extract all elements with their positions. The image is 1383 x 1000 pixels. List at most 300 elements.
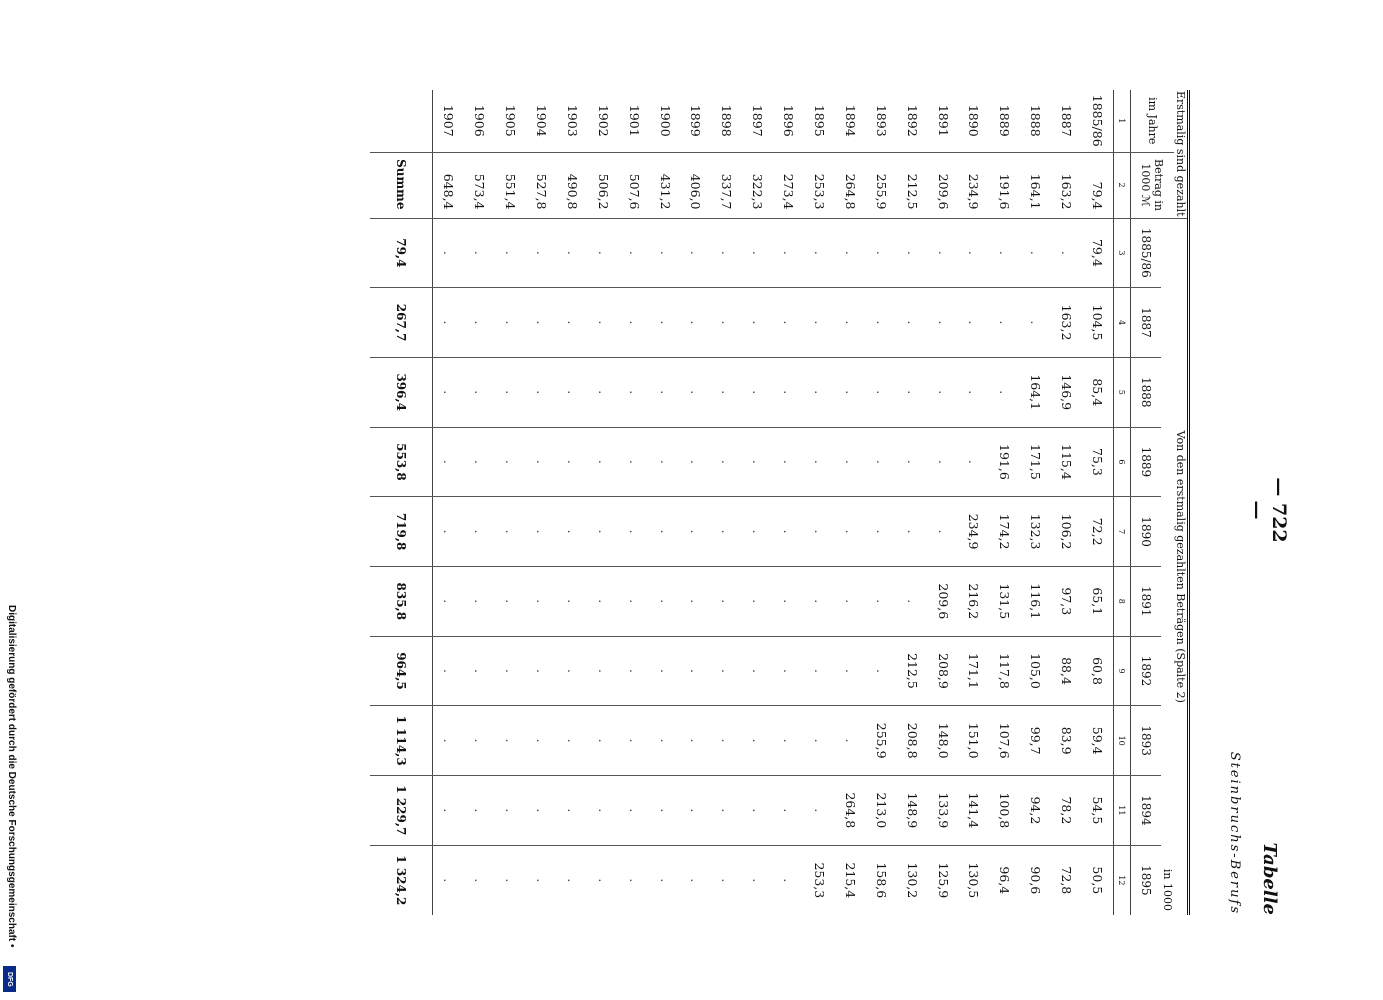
table-cell: . [657,878,673,883]
column-number: 6 [1114,427,1131,497]
table-cell: . [650,636,681,706]
table-cell: 212,5 [897,636,928,706]
row-amount: 507,6 [619,152,650,218]
table-cell: 83,9 [1051,706,1082,776]
table-cell: . [588,357,619,427]
table-cell: 88,4 [1051,636,1082,706]
table-cell: 79,4 [1082,218,1113,288]
table-cell: . [433,776,464,846]
sum-cell: 267,7 [370,288,433,358]
table-cell: . [711,706,742,776]
table-cell: 141,4 [959,776,990,846]
table-cell: 253,3 [812,862,828,899]
table-cell: . [928,357,959,427]
table-cell: . [495,636,526,706]
row-year: 1890 [959,90,990,152]
table-cell: . [619,218,650,288]
table-row [1051,90,1082,915]
table-cell: . [619,636,650,706]
table-cell: . [526,566,557,636]
scan-credit [0,0,22,1000]
table-cell: . [472,878,488,883]
row-amount: 209,6 [928,152,959,218]
table-cell: . [495,706,526,776]
year-header: 1893 [1131,706,1162,776]
table-cell: . [588,497,619,567]
table-cell: . [742,636,773,706]
column-number: 7 [1114,497,1131,567]
column-number: 11 [1114,776,1131,846]
year-header: 1891 [1131,566,1162,636]
year-header: 1885/86 [1131,218,1162,288]
table-cell: . [804,218,835,288]
table-cell: . [464,357,495,427]
table-cell: . [526,427,557,497]
row-amount: 212,5 [897,152,928,218]
table-cell: 255,9 [866,706,897,776]
table-cell: . [557,357,588,427]
table-cell: 125,9 [935,862,951,899]
table-cell: . [650,427,681,497]
row-amount: 163,2 [1051,152,1082,218]
row-year: 1889 [989,90,1020,152]
table-cell: 59,4 [1082,706,1113,776]
table-cell: . [626,878,642,883]
table-cell: . [866,288,897,358]
table-cell: 104,5 [1082,288,1113,358]
table-cell: . [681,566,712,636]
column-number: 5 [1114,357,1131,427]
year-header: 1888 [1131,357,1162,427]
table-cell: 131,5 [989,566,1020,636]
table-cell: . [433,427,464,497]
table-cell: . [557,497,588,567]
table-cell: . [495,776,526,846]
table-cell: 130,2 [904,862,920,899]
table-cell: . [773,427,804,497]
table-cell: . [835,706,866,776]
row-year: 1894 [835,90,866,152]
table-cell: 72,2 [1082,497,1113,567]
year-header: 1890 [1131,497,1162,567]
table-cell: . [526,497,557,567]
row-year: 1902 [588,90,619,152]
table-row [1082,90,1113,915]
table-cell: . [835,218,866,288]
table-cell: 174,2 [989,497,1020,567]
table-row [928,90,959,915]
table-cell: . [526,706,557,776]
table-cell: . [773,776,804,846]
table-cell: . [866,218,897,288]
table-cell: 50,5 [1090,866,1106,895]
table-cell: . [619,776,650,846]
table-cell: . [750,878,766,883]
sum-spacer [370,90,433,152]
row-year: 1899 [681,90,712,152]
table-cell: 133,9 [928,776,959,846]
table-cell: 171,5 [1020,427,1051,497]
table-cell: . [742,497,773,567]
rotated-page [290,90,1290,915]
table-cell: . [495,427,526,497]
table-cell: . [835,357,866,427]
table-cell: 132,3 [1020,497,1051,567]
row-amount: 337,7 [711,152,742,218]
table-cell: . [773,288,804,358]
table-cell: . [681,636,712,706]
table-cell: . [619,566,650,636]
column-number: 8 [1114,566,1131,636]
table-cell: . [711,218,742,288]
table-cell: . [897,427,928,497]
table-cell: . [989,218,1020,288]
row-amount: 573,4 [464,152,495,218]
table-cell: . [619,357,650,427]
table-cell: . [464,706,495,776]
column-number: 12 [1114,845,1131,915]
column-number-row [1114,90,1131,915]
group-heading: Von den erstmalig gezahlten Beträgen (Spalte 2) [1174,218,1189,915]
sum-row [370,90,433,915]
table-cell: 130,5 [966,862,982,899]
table-cell: . [742,566,773,636]
table-cell: 115,4 [1051,427,1082,497]
table-cell: . [619,497,650,567]
table-cell: . [866,497,897,567]
table-cell: 60,8 [1082,636,1113,706]
table-cell: . [495,497,526,567]
row-amount: 648,4 [433,152,464,218]
table-cell: . [928,288,959,358]
table-row [464,90,495,915]
table-cell: . [650,497,681,567]
table-cell: 99,7 [1020,706,1051,776]
table-cell: . [588,776,619,846]
column-number: 3 [1114,218,1131,288]
row-amount: 273,4 [773,152,804,218]
table-cell: . [773,357,804,427]
table-row [1020,90,1051,915]
table-cell: . [557,706,588,776]
table-cell: . [495,357,526,427]
table-cell: . [804,566,835,636]
table-cell: 234,9 [959,497,990,567]
table-cell: . [588,427,619,497]
row-year: 1891 [928,90,959,152]
table-cell: . [433,357,464,427]
table-cell: . [1020,288,1051,358]
erstmalig-heading: Erstmalig sind gezahlt [1174,90,1187,217]
year-header: 1894 [1131,776,1162,846]
table-cell: . [989,288,1020,358]
table-cell: . [681,776,712,846]
table-cell: . [495,288,526,358]
table-cell: 216,2 [959,566,990,636]
table-cell: . [804,776,835,846]
table-cell: . [742,357,773,427]
sum-cell: 1 229,7 [370,776,433,846]
table-cell: . [650,776,681,846]
table-cell: 75,3 [1082,427,1113,497]
table-cell: . [433,706,464,776]
row-year: 1907 [433,90,464,152]
table-cell: 106,2 [1051,497,1082,567]
table-cell: . [897,218,928,288]
table-cell: . [866,427,897,497]
table-row [989,90,1020,915]
table-cell: . [526,357,557,427]
table-cell: . [681,427,712,497]
table-cell: 116,1 [1020,566,1051,636]
table-body [433,90,1114,915]
table-row [959,90,990,915]
betrag-heading: Betrag in 1000 ℳ [1131,152,1175,218]
row-year: 1887 [1051,90,1082,152]
row-year: 1892 [897,90,928,152]
table-cell: 146,9 [1051,357,1082,427]
table-cell: . [711,288,742,358]
table-cell: 191,6 [989,427,1020,497]
table-cell: 208,9 [928,636,959,706]
table-cell: . [557,566,588,636]
table-cell: . [588,706,619,776]
row-year: 1905 [495,90,526,152]
table-cell: 96,4 [997,866,1013,895]
table-cell: . [526,636,557,706]
table-cell: . [526,288,557,358]
table-cell: . [650,288,681,358]
sum-cell: 1 324,2 [370,845,433,915]
table-cell: . [781,878,797,883]
dfg-logo: DFG [3,966,16,992]
row-year: 1885/86 [1082,90,1113,152]
row-year: 1893 [866,90,897,152]
unit-heading: in 1000 [1161,868,1174,911]
sum-cell: 719,8 [370,497,433,567]
table-cell: . [433,636,464,706]
table-cell: 213,0 [866,776,897,846]
table-cell: 97,3 [1051,566,1082,636]
table-cell: . [1020,218,1051,288]
table-cell: . [464,427,495,497]
table-cell: . [804,357,835,427]
table-cell: . [464,218,495,288]
im-jahre-heading: im Jahre [1131,90,1175,152]
table-cell: . [681,218,712,288]
table-cell: . [588,636,619,706]
table-cell: . [742,706,773,776]
table-cell: . [959,357,990,427]
year-header: 1887 [1131,288,1162,358]
table-cell: . [897,497,928,567]
table-cell: . [711,566,742,636]
table-cell: . [866,566,897,636]
table-cell: . [835,636,866,706]
table-cell: 215,4 [842,862,858,899]
table-cell: . [835,497,866,567]
row-amount: 431,2 [650,152,681,218]
table-cell: 100,8 [989,776,1020,846]
table-title: Tabelle [1259,842,1280,915]
table-row [650,90,681,915]
table-cell: . [433,288,464,358]
table-cell: . [742,427,773,497]
table-cell: . [688,878,704,883]
table-cell: 65,1 [1082,566,1113,636]
page-number: — 722 — [1246,477,1290,543]
column-number: 9 [1114,636,1131,706]
table-cell: . [681,288,712,358]
table-cell: . [711,357,742,427]
table-cell: 78,2 [1051,776,1082,846]
table-cell: 94,2 [1020,776,1051,846]
column-number: 1 [1114,90,1131,152]
row-amount: 406,0 [681,152,712,218]
row-year: 1898 [711,90,742,152]
table-row [433,90,464,915]
table-cell: . [989,357,1020,427]
table-row [526,90,557,915]
table-cell: . [557,636,588,706]
sum-label: Summe [370,152,433,218]
year-header: 1892 [1131,636,1162,706]
table-cell: . [804,497,835,567]
column-number: 4 [1114,288,1131,358]
table-cell: . [1051,218,1082,288]
table-row [866,90,897,915]
table-cell: . [959,288,990,358]
row-amount: 255,9 [866,152,897,218]
table-row [773,90,804,915]
table-row [619,90,650,915]
table-cell: . [650,566,681,636]
table-row [711,90,742,915]
table-cell: 158,6 [873,862,889,899]
table-cell: . [804,706,835,776]
sum-cell: 835,8 [370,566,433,636]
table-cell: . [773,636,804,706]
sum-cell: 396,4 [370,357,433,427]
table-cell: . [588,566,619,636]
row-year: 1906 [464,90,495,152]
table-cell: . [742,776,773,846]
row-year: 1903 [557,90,588,152]
year-header: 1895 [1139,865,1153,896]
table-cell: . [441,878,457,883]
table-cell: . [464,566,495,636]
table-cell: . [835,427,866,497]
table-cell: . [557,776,588,846]
table-cell: 151,0 [959,706,990,776]
table-cell: . [650,706,681,776]
table-cell: . [804,427,835,497]
row-amount: 322,3 [742,152,773,218]
table-cell: 72,8 [1059,866,1075,895]
table-cell: . [928,427,959,497]
table-cell: 171,1 [959,636,990,706]
table-cell: . [681,357,712,427]
table-row [835,90,866,915]
sum-cell: 964,5 [370,636,433,706]
page-header [1210,90,1290,915]
table-cell: . [557,427,588,497]
table-cell: . [557,288,588,358]
table-cell: . [433,497,464,567]
table-cell: . [742,288,773,358]
table-cell: . [835,566,866,636]
table-cell: . [650,357,681,427]
sum-cell: 79,4 [370,218,433,288]
table-cell: . [588,218,619,288]
table-cell: . [866,636,897,706]
row-amount: 253,3 [804,152,835,218]
table-cell: . [897,357,928,427]
table-cell: . [835,288,866,358]
table-cell: . [681,497,712,567]
table-cell: . [464,636,495,706]
table-cell: . [588,288,619,358]
table-cell: 163,2 [1051,288,1082,358]
table-cell: . [534,878,550,883]
table-cell: . [564,878,580,883]
table-cell: 105,0 [1020,636,1051,706]
table-cell: . [619,288,650,358]
sum-cell: 1 114,3 [370,706,433,776]
table-cell: . [557,218,588,288]
row-year: 1904 [526,90,557,152]
table-cell: 164,1 [1020,357,1051,427]
table-cell: . [773,497,804,567]
data-table [370,90,1190,915]
table-cell: . [711,636,742,706]
table-row [742,90,773,915]
row-year: 1897 [742,90,773,152]
table-cell: 117,8 [989,636,1020,706]
table-cell: . [619,706,650,776]
table-cell: . [773,706,804,776]
table-cell: . [526,776,557,846]
table-cell: . [719,878,735,883]
credit-text: Digitalisierung gefördert durch die Deutsche Forschungsgemeinschaft • [6,605,17,948]
table-cell: . [711,776,742,846]
table-cell: . [433,218,464,288]
table-cell: . [773,218,804,288]
table-cell: 107,6 [989,706,1020,776]
row-amount: 234,9 [959,152,990,218]
table-cell: 148,0 [928,706,959,776]
table-subtitle: Steinbruchs-Berufs [1227,751,1242,915]
row-amount: 527,8 [526,152,557,218]
table-cell: . [595,878,611,883]
table-cell: . [897,566,928,636]
table-cell: . [495,566,526,636]
sum-cell: 553,8 [370,427,433,497]
table-cell: . [650,218,681,288]
row-amount: 490,8 [557,152,588,218]
table-cell: . [804,288,835,358]
table-cell: . [464,288,495,358]
table-cell: . [711,497,742,567]
table-cell: . [711,427,742,497]
table-cell: . [526,218,557,288]
row-amount: 264,8 [835,152,866,218]
table-cell: . [928,218,959,288]
table-cell: . [619,427,650,497]
table-cell: . [742,218,773,288]
row-amount: 79,4 [1082,152,1113,218]
table-cell: 85,4 [1082,357,1113,427]
